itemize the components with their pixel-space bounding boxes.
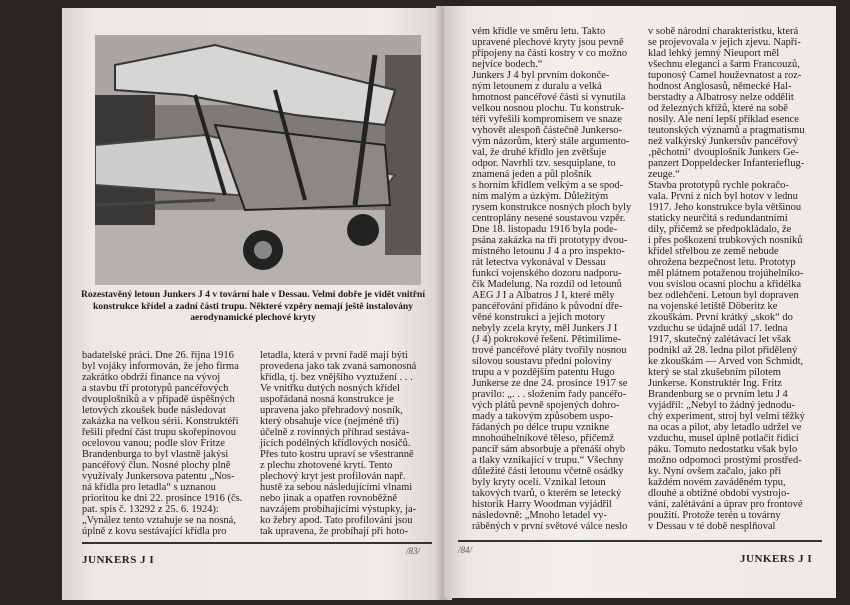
text-line: vým názorům, který stále argumento- [472, 136, 630, 147]
aircraft-photo [95, 35, 421, 285]
text-line: trupu a v pozdějším patentu Hugo [472, 367, 615, 378]
right-column-1 [472, 26, 642, 532]
text-line: hodnost Anglosasů, německé Hal- [648, 81, 792, 92]
text-line: ocelovou vanou; podle slov Fritze [82, 438, 225, 449]
running-footer: JUNKERS J I [740, 553, 813, 565]
text-line: všechnu eleganci a šarm Francouzů, [648, 59, 800, 70]
left-column-1 [82, 350, 254, 537]
text-line: zeuge.“ [648, 169, 680, 180]
text-line: trové pancéřové pláty tvořily nosnou [472, 345, 627, 356]
text-line: který obsahuje více (nejméně tři) [260, 416, 399, 427]
text-line: použití. Protože terén u továrny [648, 510, 781, 521]
text-line: tuponosý Camel houževnatost a roz- [648, 70, 802, 81]
text-line: berstadty a Albatrosy nelze oddělit [648, 92, 794, 103]
text-line: ke zkouškám — Arved von Schmidt, [648, 356, 804, 367]
text-line: připojeny na části kostry v co možno [472, 48, 628, 59]
text-line: Junkerse. Konstruktér Ing. Fritz [648, 378, 782, 389]
text-line: než valkýrský Junkersův pancéřový [648, 136, 799, 147]
junkers-j4-factory-photo [95, 35, 421, 285]
text-line: Junkers J 4 byl prvním dokonče- [472, 70, 610, 81]
text-line: páku. Tomuto nedostatku však bylo [648, 444, 798, 455]
text-line: čík Madelung. Na rozdíl od letounů [472, 279, 622, 290]
text-line: na vojenské letiště Döberitz ke [648, 301, 778, 312]
text-line: zakrátko obdrží finance na vývoj [82, 372, 221, 383]
text-line: nejvíce bodech.“ [472, 59, 543, 70]
text-line: ky. Nyní ovšem začalo, jako při [648, 466, 782, 477]
text-line: na ocas a pilot, aby letadlo udržel ve [648, 422, 802, 433]
footer-rule [458, 540, 822, 542]
photo-caption [74, 289, 432, 324]
text-line: důležité části letounu včetně osádky [472, 466, 624, 477]
text-line: navzájem probíhajícími výstupky, ja- [260, 504, 417, 515]
text-line: provedena jako tak zvaná samonosná [260, 361, 417, 372]
caption-line: konstrukce křídel a zadní části trupu. Některé vzpěry nemají ještě instalovány [92, 300, 414, 312]
text-line: ním malým a úzkým. Důležitým [472, 191, 609, 202]
text-line: ná křídla pro letadla“ s uznanou [82, 482, 216, 493]
text-line: byly kryty ocelí. Vznikal letoun [472, 477, 606, 488]
text-line: takových tvarů, o kterém se letecký [472, 488, 622, 499]
text-line: nosily. Ale není lepší příklad esence [648, 114, 799, 125]
text-line: tak upravena, že probíhají při hoto- [260, 526, 409, 537]
text-line: teutonských významů a pragmatismu [648, 125, 805, 136]
text-line: staticky neurčitá s redundantními [648, 213, 788, 224]
caption-line: aerodynamické plechové kryty [190, 312, 316, 323]
text-line: řádaných po délce trupu vznikne [472, 422, 610, 433]
text-line: chý experiment, stroj byl velmi těžký [648, 411, 805, 422]
text-line: i přes poškození trubkových nosníků [648, 235, 803, 246]
text-line: (J 4) pokrokové řešení. Pětimilime- [472, 334, 622, 345]
page-number: /84/ [458, 545, 473, 555]
left-column-2 [260, 350, 432, 537]
text-line: mnohoúhelníkové těleso, přičemž [472, 433, 615, 444]
text-line: se projevovala v jejich zjevu. Napří- [648, 37, 801, 48]
text-line: bez odlehčení. Letoun byl dopraven [648, 290, 799, 301]
text-line: každém novém zaváděném typu, [648, 477, 786, 488]
text-line: rysem konstrukce nosných ploch byly [472, 202, 632, 213]
text-line: následovně: „Mnoho letadel vy- [472, 510, 608, 521]
text-line: řešili přední část trupu skořepinovou [82, 427, 236, 438]
text-line: díly, přičemž se předpokládalo, že [648, 224, 792, 235]
text-line: pancéřový člun. Nosné plochy plně [82, 460, 231, 471]
text-line: vou svislou ocasní plochu a křidélka [648, 279, 802, 290]
text-line: Ve vnitřku dutých nosných křídel [260, 383, 400, 394]
text-line: mady a takovým způsobem uspo- [472, 411, 614, 422]
text-line: historik Harry Woodman vyjádřil [472, 499, 612, 510]
text-line: v Dessau v té době nesplňoval [648, 521, 776, 532]
right-column-2 [648, 26, 822, 532]
text-line: 1917. Jeho konstrukce byla většinou [648, 202, 802, 213]
text-line: Stavba prototypů rychle pokračo- [648, 180, 789, 191]
text-line: věné konstrukci a jejich motory [472, 312, 605, 323]
text-line: zkouškám. První krátký „skok“ do [648, 312, 793, 323]
text-line: a stavbu tří prototypů pancéřových [82, 383, 229, 394]
text-line: od železných křížů, které na sobě [648, 103, 788, 114]
text-line: možno odpomoci prostými prostřed- [648, 455, 802, 466]
text-line: upravena jako přehradový nosník, [260, 405, 403, 416]
text-line: nebo jinak a opatřen rovnoběžně [260, 493, 398, 504]
text-line: val, že druhé křídlo jen zvětšuje [472, 147, 607, 158]
text-line: měl plátnem potaženou trojúhelníko- [648, 268, 804, 279]
text-line: ko žebry apod. Tato profilování jsou [260, 515, 413, 526]
text-line: Přes tuto kostru upraví se všestranně [260, 449, 414, 460]
text-line: a tlaky vznikající v trupu.“ Všechny [472, 455, 624, 466]
text-line: znamená jeden a půl plošník [472, 169, 592, 180]
text-line: 1917, skutečný zalétávací let však [648, 334, 792, 345]
text-line: vání, zalétávání a úprav pro frontové [648, 499, 803, 510]
text-line: prioritou ke dni 22. prosince 1916 (čs. [82, 493, 243, 504]
text-line: dvouplošníků a v případě úspěšných [82, 394, 235, 405]
text-line: silovou soustavu přední poloviny [472, 356, 612, 367]
text-line: jících podélných křídlových nosičů. [260, 438, 411, 449]
text-line: dlouhé a obtížné období vystrojo- [648, 488, 790, 499]
text-line: pravilo: „. . . složením řady pancéřo- [472, 389, 627, 400]
text-line: vyhovět alespoň částečně Junkerso- [472, 125, 623, 136]
text-line: badatelské práci. Dne 26. října 1916 [82, 350, 234, 361]
text-line: křídla, tj. bez vnějšího vyztužení . . . [260, 372, 413, 383]
text-line: křídel střelbou ze země nebude [648, 246, 779, 257]
text-line: Brandenburg se o prvním letu J 4 [648, 389, 788, 400]
text-line: pat. spis č. 13292 z 25. 6. 1924): [82, 504, 219, 515]
text-line: vyjádřil: „Nebyl to žádný jednodu- [648, 400, 795, 411]
text-line: Dne 18. listopadu 1916 byla pode- [472, 224, 618, 235]
text-line: panzert Doppeldecker Infanterieflug- [648, 158, 805, 169]
text-line: pancéřování přidáno k původní dře- [472, 301, 623, 312]
text-line: téři vyřešili kompromisem ve snaze [472, 114, 622, 125]
footer-rule [82, 542, 432, 544]
text-line: hustě za sebou následujícími vlnami [260, 482, 413, 493]
text-line: využívaly Junkersova patentu „Nos- [82, 471, 235, 482]
text-line: velkou nosnou plochu. Tu konstruk- [472, 103, 624, 114]
text-line: v sobě národní charakteristku, která [648, 26, 799, 37]
text-line: zakázka na velkou sérii. Konstruktéři [82, 416, 239, 427]
text-line: Junkerse ze dne 24. prosince 1917 se [472, 378, 628, 389]
right-page [444, 6, 836, 598]
text-line: ohrožena bezpečnost letu. Prototyp [648, 257, 796, 268]
text-line: místného letounu J 4 a pro inspekto- [472, 246, 625, 257]
text-line: klad lehký jemný Nieuport měl [648, 48, 780, 59]
text-line: plechový kryt jest profilován např. [260, 471, 406, 482]
text-line: rát letectva vykonával v Dessau [472, 257, 606, 268]
text-line: nebyly zcela kryty, měl Junkers J I [472, 323, 618, 334]
text-line: funkci vojenského dozoru nadporu- [472, 268, 622, 279]
text-line: upravené plechové kryty jsou pevně [472, 37, 624, 48]
text-line: centroplány nesené soustavou vzpěr. [472, 213, 626, 224]
caption-line: Rozestavěný letoun Junkers J 4 v tovární hale v Dessau. Velmi dobře je vidět vnitřní [80, 289, 426, 300]
text-line: vzduchu se údajně udál 17. ledna [648, 323, 788, 334]
text-line: „Vynález tento vztahuje se na nosná, [82, 515, 236, 526]
text-line: z plechu zhotovené krytí. Tento [260, 460, 393, 471]
text-line: hmotnost pancéřové části si vynutila [472, 92, 626, 103]
text-line: AEG J I a Albatros J I, které měly [472, 290, 615, 301]
text-line: vých plátů pevně spojených dohro- [472, 400, 620, 411]
text-line: odpor. Navrhli tzv. sesquiplane, to [472, 158, 616, 169]
text-line: byl vojáky informován, že jeho firma [82, 361, 239, 372]
page-number: /83/ [406, 546, 421, 556]
text-line: úplně z kovu sestávající křídla pro [82, 526, 227, 537]
text-line: podnikl až 28. ledna pilot přidělený [648, 345, 798, 356]
text-line: s horním křídlem velkým a se spod- [472, 180, 624, 191]
text-line: vzduchu, musel úplně potlačit řídicí [648, 433, 799, 444]
text-line: psána zakázka na tři prototypy dvou- [472, 235, 628, 246]
text-line: letových zkoušek bude následovat [82, 405, 226, 416]
left-page [62, 8, 444, 600]
text-line: účelně z rovinných příhrad sestáva- [260, 427, 410, 438]
text-line: Brandenburga to byl vlastně jakýsi [82, 449, 229, 460]
text-line: vém křídle ve směru letu. Takto [472, 26, 606, 37]
text-line: letadla, která v první řadě mají býti [260, 350, 408, 361]
text-line: ráběných v první světové válce neslo [472, 521, 628, 532]
text-line: pancíř sám absorbuje a přenáší ohyb [472, 444, 626, 455]
running-footer: JUNKERS J I [82, 554, 155, 566]
text-line: vala. První z nich byl hotov v lednu [648, 191, 798, 202]
text-line: ‚pěchotní‘ dvouplošník Junkers Ge- [648, 147, 799, 158]
text-line: ným letounem z duralu a velká [472, 81, 602, 92]
text-line: který se stal zkušebním pilotem [648, 367, 781, 378]
text-line: uspořádaná nosná konstrukce je [260, 394, 394, 405]
